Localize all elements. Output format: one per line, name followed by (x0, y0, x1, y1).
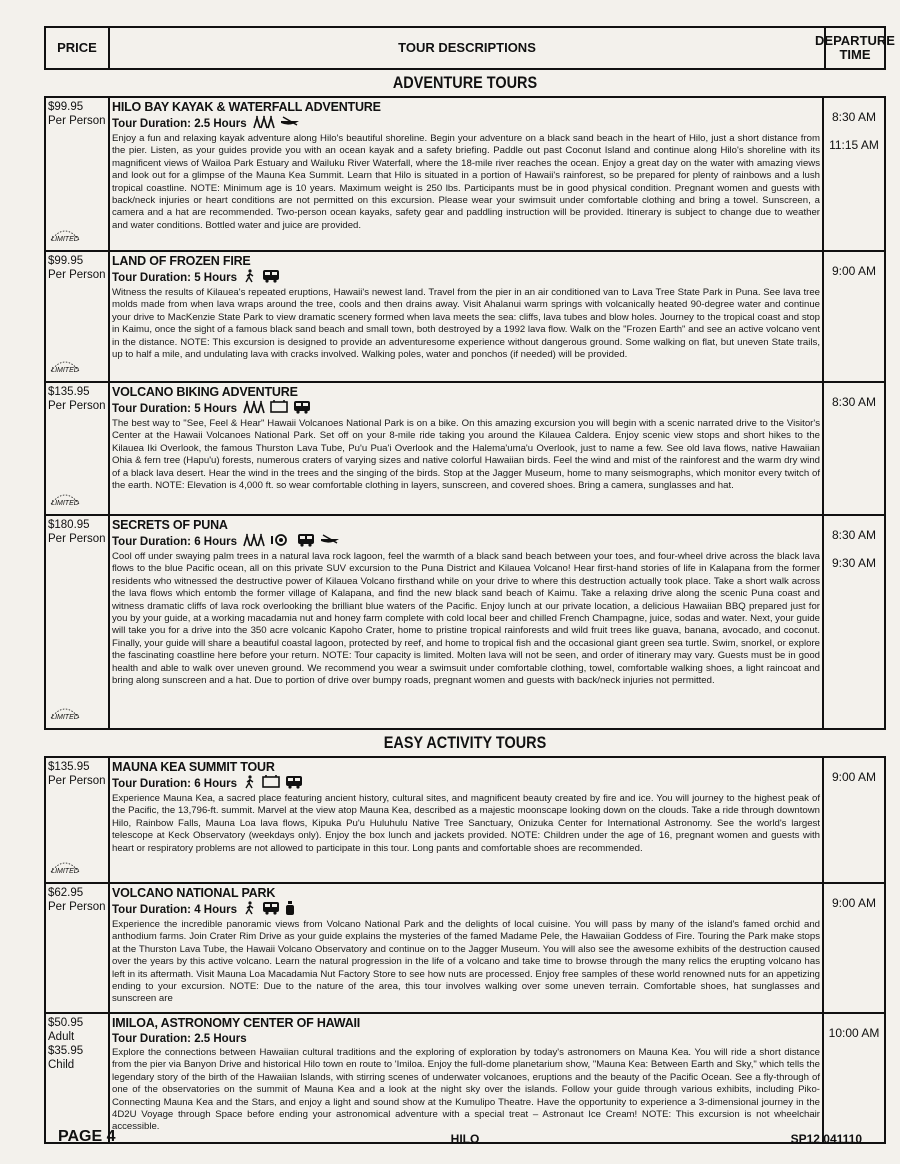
departure-time: 8:30 AM (831, 110, 877, 124)
walking-icon (243, 269, 257, 287)
price-cell (46, 98, 110, 250)
tour-duration: Tour Duration: 2.5 Hours (112, 118, 247, 130)
departure-cell (824, 516, 884, 728)
description-cell (110, 1014, 824, 1142)
tour-title: HILO BAY KAYAK & WATERFALL ADVENTURE (112, 100, 381, 114)
price-value: $50.95 (48, 1017, 84, 1029)
kayak-icon (280, 115, 300, 133)
activity-icons (243, 533, 340, 551)
tour-duration: Tour Duration: 5 Hours (112, 403, 238, 415)
tour-description: Explore the connections between Hawaiian cultural traditions and the exploring of exploration by today's astronomers on Mauna Kea. You will ride a short distance from the pier via Banyon Drive and historical Hilo town en route to 'Imiloa. Enjoy the full-dome planetarium show, "Mauna Kea: Between Earth and Sky," which tells the legendary story of the birth of the Hawaiian Islands, with stirring scenes of underwater volcanoes, eruptions and the beauty of the Pacific Ocean. See a fly-through of one of the observatories on the summit of Mauna Kea and a look at the night sky over the islands. Follow your guide through various exhibits, including Piko-Connecting Mauna Kea and the Stars, and enjoy a light and sound show at the Kumulipo Theatre. Have the opportunity to experience a 3-dimensional journey in the 4D2U Voyage through Space before ending your astronomical adventure with a special treat – Astronaut Ice Cream! NOTE: This excursion is not wheelchair accessible. (112, 1047, 820, 1133)
tour-row (46, 252, 884, 383)
svg-text:LIMITED: LIMITED (51, 714, 79, 721)
table-header (44, 26, 895, 70)
price-value: $99.95 (48, 255, 84, 267)
bus-icon (285, 775, 303, 793)
limited-stamp-icon (48, 488, 82, 510)
tour-description: Witness the results of Kilauea's repeated eruptions, Hawaii's newest land. Travel from the pier in an air conditioned van to Lava Tree State Park in Puna. See lava tree molds made from when lava wraps around the tree, cools and then drains away. Visit Ahalanui warm springs with volcanically heated 90-degree water and continue your drive to MacKenzie State Park to view dramatic scenery formed when lava meets the sea: cliffs, lava tubes and blow holes. Journey to the tropical coast and stop in Kaimu, once the sight of a famous black sand beach and small town, both destroyed by a 1992 lava flow. Walk on the "Frozen Earth" and see an active volcano vent in the distance. NOTE: This excursion is designed to provide an adventuresome experience without dangerous ground. Some walking on flat, but uneven State trails, up to half a mile, and undulating lava with cracks involved. Walking poles, water and ponchos (if needed) will be provided. (112, 287, 820, 361)
tour-title: SECRETS OF PUNA (112, 518, 228, 532)
price-cell (46, 884, 110, 1012)
activity-icons (243, 269, 280, 287)
price-value: $99.95 (48, 101, 84, 113)
price-value: $135.95 (48, 386, 90, 398)
price-unit: Per Person (48, 901, 106, 913)
departure-time: 10:00 AM (828, 1026, 880, 1040)
departure-header: DEPARTURE TIME (815, 33, 895, 62)
port-location: HILO (450, 1132, 480, 1146)
limited-stamp-icon (48, 355, 82, 377)
price-header: PRICE (46, 28, 110, 68)
tour-row (46, 1014, 884, 1142)
price-cell (46, 1014, 110, 1142)
tour-duration: Tour Duration: 2.5 Hours (112, 1033, 247, 1045)
hiking-icon (253, 115, 275, 133)
price-unit: Per Person (48, 115, 106, 127)
page-number: PAGE 4 (58, 1128, 116, 1145)
tour-title: VOLCANO BIKING ADVENTURE (112, 385, 298, 399)
departure-time: 9:30 AM (831, 556, 877, 570)
departure-cell (824, 758, 884, 882)
activity-icons (243, 775, 303, 793)
price-value: $135.95 (48, 761, 90, 773)
descriptions-header: TOUR DESCRIPTIONS (110, 28, 826, 68)
tour-title: LAND OF FROZEN FIRE (112, 254, 251, 268)
activity-icons (253, 115, 300, 133)
easy-tours-table (44, 756, 886, 1144)
walking-icon (243, 901, 257, 919)
svg-text:LIMITED: LIMITED (51, 367, 79, 374)
departure-cell (824, 383, 884, 514)
tour-row (46, 758, 884, 884)
departure-cell (824, 1014, 884, 1142)
limited-stamp-icon (48, 856, 82, 878)
tour-row (46, 383, 884, 516)
description-cell (110, 98, 824, 250)
limited-stamp-icon (48, 702, 82, 724)
bike-icon (262, 775, 280, 793)
departure-time: 8:30 AM (831, 395, 877, 409)
activity-icons (243, 400, 311, 418)
page-footer (44, 1124, 886, 1146)
tour-sheet (44, 26, 895, 1144)
price-unit: Per Person (48, 775, 106, 787)
price-unit: Per Person (48, 533, 106, 545)
departure-cell (824, 98, 884, 250)
tour-duration: Tour Duration: 6 Hours (112, 778, 238, 790)
bus-icon (293, 400, 311, 418)
svg-text:LIMITED: LIMITED (51, 236, 79, 243)
walking-icon (243, 775, 257, 793)
departure-time: 9:00 AM (831, 770, 877, 784)
tour-duration: Tour Duration: 6 Hours (112, 536, 238, 548)
tour-row (46, 884, 884, 1014)
tour-duration: Tour Duration: 4 Hours (112, 904, 238, 916)
tour-title: IMILOA, ASTRONOMY CENTER OF HAWAII (112, 1016, 361, 1030)
tour-title: VOLCANO NATIONAL PARK (112, 886, 276, 900)
price-value: $62.95 (48, 887, 84, 899)
child-price-unit: Child (48, 1059, 75, 1071)
bike-icon (270, 400, 288, 418)
departure-cell (824, 252, 884, 381)
departure-time: 9:00 AM (831, 264, 877, 278)
svg-text:LIMITED: LIMITED (51, 500, 79, 507)
departure-cell (824, 884, 884, 1012)
departure-time: 8:30 AM (831, 528, 877, 542)
kayak-icon (320, 533, 340, 551)
hiking-icon (243, 400, 265, 418)
adventure-tours-table (44, 96, 886, 730)
price-cell (46, 252, 110, 381)
catalog-code: SP12 041110 (790, 1132, 862, 1146)
bus-icon (297, 533, 315, 551)
svg-text:LIMITED: LIMITED (51, 868, 79, 875)
tour-description: Cool off under swaying palm trees in a natural lava rock lagoon, feel the warmth of a black sand beach between your toes, and four-wheel drive across the black lava flows to the blue Pacific ocean, all on this private SUV excursion to the Puna District and Kilauea Volcano! Hear first-hand stories of life in Kalapana from the former residents who witnessed the destructive power of Kilauea Volcano firsthand while on your drive to where this destruction actually took place. Take a short walk across the lava flows which entomb the former village of Kalapana, and find the new black sand beach of Kaimu. Take a relaxing drive along the scenic Puna coast and witness dramatic cliffs of lava rock overlooking the brilliant blue waters of the Pacific. Enjoy lunch at our private location, a delicious Hawaiian BBQ prepared just for you by your guide, at a working macadamia nut and honey farm complete with cold local beer and chilled French Champagne, juice, sodas and water. Next, your guide will take you for a drive into the 350 acre volcanic Kapoho Crater, home to pristine tropical rainforests and wild fruit trees like guava, banana, avocado, and coconut. Finally, your guide will share a beautiful coastal lagoon, protected by reef, and home to tropical fish and the occasional giant green sea turtle. Swim, snorkel, or explore the fascinating coastline here before your return. NOTE: Tour capacity is limited. Molten lava will not be seen, and order of itinerary may vary. Guests must be in good health and able to walk over uneven ground. We recommend you wear a swimsuit under comfortable clothing, towel, comfortable walking shoes, a light raincoat and bring along sunscreen and a hat. Due to portion of drive over bumpy roads, pregnant women and guests with back/neck injuries not permitted. (112, 551, 820, 687)
departure-time: 9:00 AM (831, 896, 877, 910)
departure-time: 11:15 AM (829, 138, 879, 152)
activity-icons (243, 901, 295, 919)
tour-description: Experience the incredible panoramic views from Volcano National Park and the delights of local cuisine. You will pass by many of the island's famed orchid and anthodium farms. Join Crater Rim Drive as your guide explains the mysteries of the famed Madame Pele, the Hawaiian Goddess of Fire. Touring the Park make stops at the Thurston Lava Tube, the Hawaii Volcano Observatory and continue on to the Jagger Museum. You will also see the awesome exhibits of the destruction caused over the years by this active volcano. Learn the natural progression in the life of a volcano and take time to browse through the many relics the erupting volcano has left in its aftermath. Visit Mauna Loa Macadamia Nut Factory Store to see how nuts are processed. Enjoy free samples of these world renowned nuts for an appetizing ending to your excursion. NOTE: Due to the nature of the area, this tour involves walking over some uneven terrain. Comfortable shoes, hat sunglasses and sunscreen are (112, 919, 820, 1005)
section-adventure-tours: ADVENTURE TOURS (392, 73, 538, 92)
price-cell (46, 758, 110, 882)
tour-description: Enjoy a fun and relaxing kayak adventure along Hilo's beautiful shoreline. Begin your adventure on a black sand beach in the heart of Hilo, just a short distance from the pier. Listen, as your guides provide you with an ocean kayak and a safety briefing. Paddle out past Coconut Island and continue along Hilo's shoreline with its magnificent views of Wailoa Park Estuary and Wailuku River Waterfall, where the 18-mile river reaches the ocean. Enjoy a great day on the water with amazing views and look out for a glimpse of the Mauna Kea Summit. Learn that Hilo is situated in a portion of Hawaii's rainforest, so be prepared for plenty of rainbows and a lush tropical coastline. NOTE: Minimum age is 10 years. Maximum weight is 250 lbs. Participants must be in good physical condition. Pregnant women and guests with back/neck injuries or heart conditions are not permitted on this excursion. Please wear your swimsuit under comfortable clothing and bring a towel. Sunscreen, a camera and a hat are recommended. Two-person ocean kayaks, safety gear and paddling instruction will be provided. Itinerary is subject to change due to weather and water conditions. Bottled water and juice are provided. (112, 133, 820, 231)
price-cell (46, 383, 110, 514)
snorkel-icon (270, 533, 292, 551)
section-easy-activity-tours: EASY ACTIVITY TOURS (383, 733, 547, 752)
tour-row (46, 98, 884, 252)
child-price-value: $35.95 (48, 1045, 84, 1057)
price-unit: Per Person (48, 400, 106, 412)
price-value: $180.95 (48, 519, 90, 531)
description-cell (110, 383, 824, 514)
price-unit: Adult (48, 1031, 75, 1043)
tour-title: MAUNA KEA SUMMIT TOUR (112, 760, 275, 774)
bus-icon (262, 901, 280, 919)
description-cell (110, 252, 824, 381)
description-cell (110, 758, 824, 882)
tour-duration: Tour Duration: 5 Hours (112, 272, 238, 284)
bus-icon (262, 269, 280, 287)
hiking-icon (243, 533, 265, 551)
tour-description: Experience Mauna Kea, a sacred place featuring ancient history, cultural sites, and magnificent beauty created by fire and ice. You will journey to the highest peak of the Pacific, the 13,796-ft. summit. Marvel at the view atop Mauna Kea, described as a majestic moonscape looking down on the clouds. Take a ride through downtown Hilo, Rainbow Falls, Mauna Loa lava flows, Kipuka Pu'u Huluhulu Native Tree Sanctuary, Onizuka Center for International Astronomy. See the world's largest telescope at Keck Observatory (weekdays only). Enjoy the box lunch and jackets provided. NOTE: Children under the age of 16, pregnant women and guests with heart or respiratory problems are not allowed to participate in this tour. Long pants and comfortable shoes are recommended. (112, 793, 820, 854)
bottle-icon (285, 901, 295, 919)
description-cell (110, 516, 824, 728)
tour-row (46, 516, 884, 728)
price-cell (46, 516, 110, 728)
tour-description: The best way to "See, Feel & Hear" Hawaii Volcanoes National Park is on a bike. On this amazing excursion you will begin with a scenic narrated drive to the Visitor's Center at the Hawaii Volcanoes National Park. Set off on your 8-mile ride taking you around the Kilauea Caldera. Enjoy scenic view stops and short hikes to the Kilauea Iki Overlook, the famous Thurston Lava Tube, Pu'u Pua'i Overlook and the Halema'uma'u Overlook, just to name a few. See old lava flows, native Hawaiian Ohia & fern tree (Hapu'u) forests, numerous craters of varying sizes and native colorful Hawaiian birds. Feel the wind and mist of the rainforest and the warm dry wind of a black lava desert. Hear the wind in the trees and the singing of the birds. Stop at the Jagger Museum, home to many seismographs, which monitor every twitch of the earth. NOTE: Elevation is 4,000 ft. so wear comfortable clothing in layers, sunscreen, and covered shoes. Bring a camera, sunglasses and hat. (112, 418, 820, 492)
description-cell (110, 884, 824, 1012)
price-unit: Per Person (48, 269, 106, 281)
limited-stamp-icon (48, 224, 82, 246)
